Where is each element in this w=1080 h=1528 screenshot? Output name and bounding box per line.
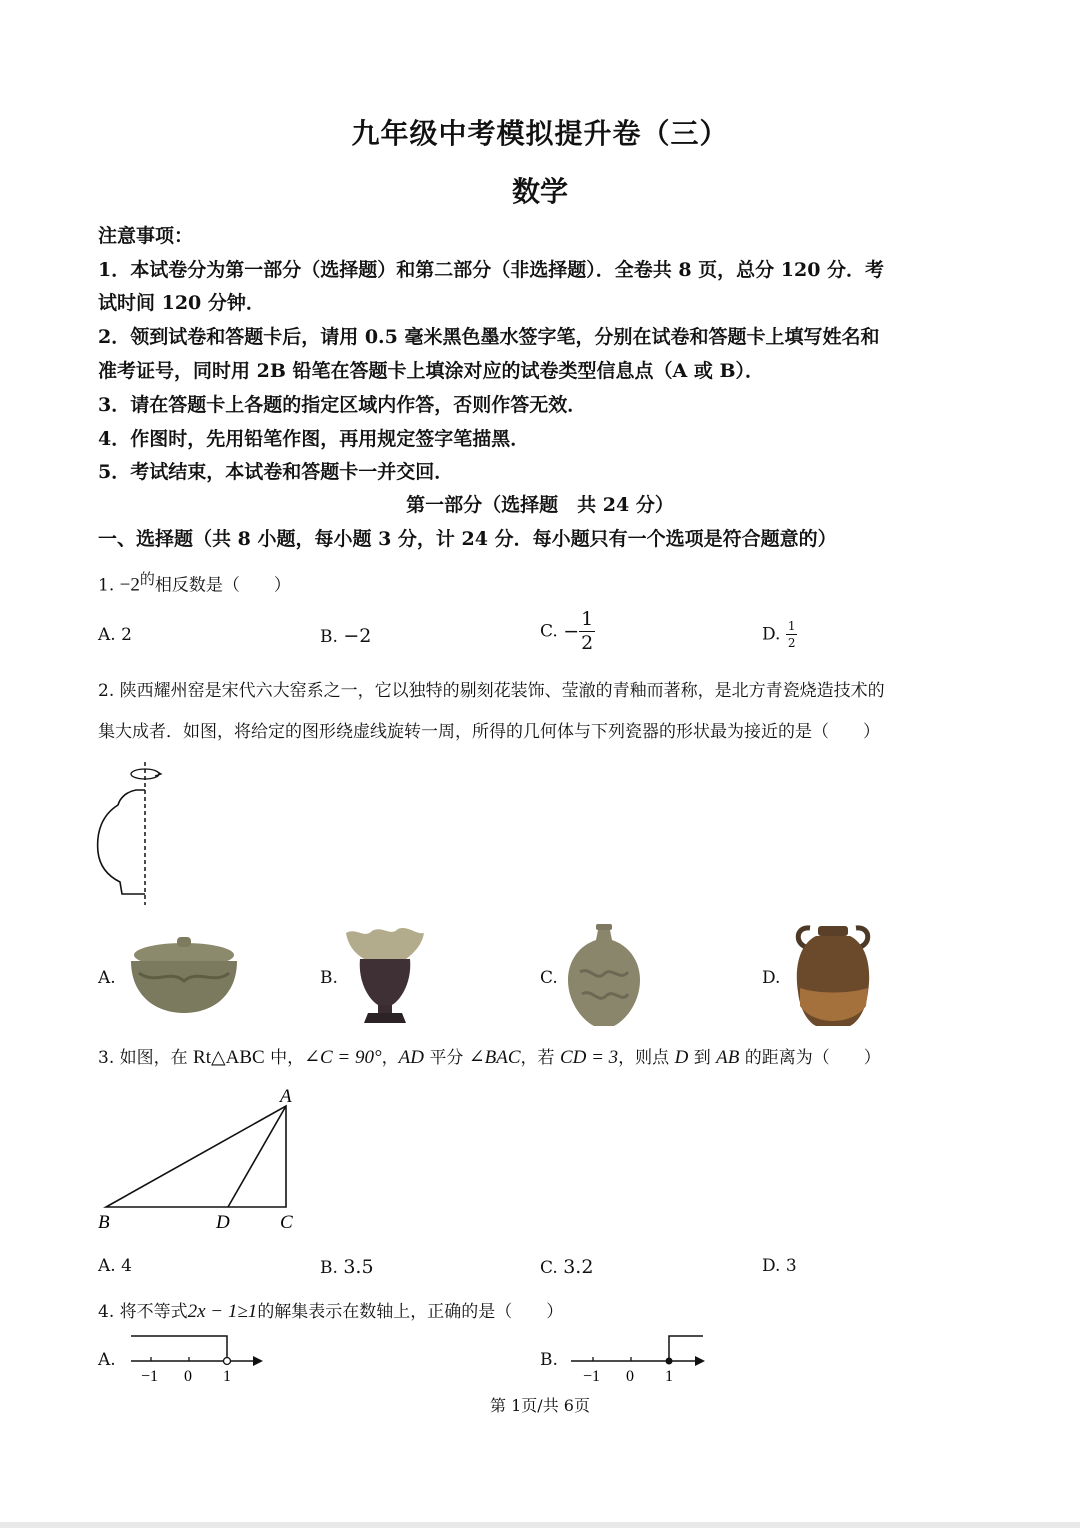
arrow-right-icon <box>695 1356 705 1366</box>
point-b-label: B <box>98 1212 110 1233</box>
profile-curve <box>98 790 145 894</box>
rotation-figure <box>90 760 180 910</box>
q3-option-b: B. 3.5 <box>320 1256 374 1278</box>
note-line: 2．领到试卷和答题卡后，请用 0.5 毫米黑色墨水签字笔，分别在试卷和答题卡上填写姓名和 <box>98 326 880 348</box>
note-line: 4．作图时，先用铅笔作图，再用规定签字笔描黑． <box>98 428 530 450</box>
tick-label: −1 <box>583 1368 601 1385</box>
exam-title: 九年级中考模拟提升卷（三） <box>351 117 729 150</box>
q1-option-c: C. − $\frac{1}{2}$ <box>540 608 594 654</box>
note-line: 试时间 120 分钟． <box>98 292 265 314</box>
note-line: 准考证号，同时用 2B 铅笔在答题卡上填涂对应的试卷类型信息点（A 或 B）． <box>98 360 765 382</box>
tick-label: 0 <box>626 1368 634 1385</box>
question-1: 1. $-2^的$相反数是（ ） <box>98 570 291 596</box>
tick-label: −1 <box>141 1368 159 1385</box>
solution-ray <box>131 1336 227 1357</box>
subject-title: 数学 <box>511 175 568 208</box>
arrow-right-icon <box>253 1356 263 1366</box>
bottom-divider <box>0 1522 1080 1528</box>
meiping-vase-image <box>566 922 642 1028</box>
question-2-line2: 集大成者．如图，将给定的图形绕虚线旋转一周，所得的几何体与下列瓷器的形状最为接近的是（ ） <box>98 722 880 742</box>
note-line: 5．考试结束，本试卷和答题卡一并交回． <box>98 461 454 483</box>
q3-option-d: D. 3 <box>762 1256 797 1276</box>
q3-option-a: A. 4 <box>98 1256 132 1276</box>
q4-number-line-a <box>125 1328 270 1386</box>
question-2-line1: 2. 陕西耀州窑是宋代六大窑系之一，它以独特的剔刻花装饰、莹澈的青釉而著称，是北方青瓷烧造技术的 <box>98 681 885 701</box>
bisector-ad <box>228 1106 286 1207</box>
page-footer: 第 1页/共 6页 <box>490 1396 590 1415</box>
triangle-figure <box>90 1080 320 1240</box>
point-c-label: C <box>280 1212 293 1233</box>
question-4: 4. 将不等式2x − 1≥1的解集表示在数轴上，正确的是（ ） <box>98 1301 564 1322</box>
notes-heading: 注意事项： <box>98 225 194 247</box>
q1-option-a: A. 2 <box>98 625 132 645</box>
tick-label: 1 <box>665 1368 673 1385</box>
tick-label: 0 <box>184 1368 192 1385</box>
section-heading: 一、选择题（共 8 小题，每小题 3 分，计 24 分．每小题只有一个选项是符合题意的） <box>98 528 837 550</box>
note-line: 3．请在答题卡上各题的指定区域内作答，否则作答无效． <box>98 394 587 416</box>
q4-number-line-b <box>565 1328 715 1386</box>
q3-option-c: C. 3.2 <box>540 1256 594 1278</box>
tick-label: 1 <box>223 1368 231 1385</box>
q2-option-d-label: D. <box>762 968 781 988</box>
point-d-label: D <box>216 1212 230 1233</box>
open-point <box>224 1358 231 1365</box>
q4-option-a-label: A. <box>98 1350 116 1370</box>
q2-option-c-label: C. <box>540 968 558 988</box>
solid-point <box>666 1358 673 1365</box>
cup-vase-image <box>342 925 427 1025</box>
q2-option-a-label: A. <box>98 968 116 988</box>
handled-jar-image <box>788 922 878 1028</box>
triangle-abc <box>106 1106 286 1207</box>
question-3: 3. 如图，在 Rt△ABC 中，∠C = 90°，AD 平分 ∠BAC，若 CD = 3，则点 D 到 AB 的距离为（ ） <box>98 1047 881 1068</box>
q1-option-d: D. $\frac{1}{2}$ <box>762 619 796 650</box>
q1-option-b: B. −2 <box>320 625 372 647</box>
bowl-with-lid-image <box>125 935 243 1015</box>
solution-ray <box>669 1336 703 1361</box>
q2-option-b-label: B. <box>320 968 338 988</box>
note-line: 1．本试卷分为第一部分（选择题）和第二部分（非选择题）．全卷共 8 页，总分 120 分．考 <box>98 259 885 281</box>
q4-option-b-label: B. <box>540 1350 558 1370</box>
part1-heading: 第一部分（选择题 共 24 分） <box>406 494 674 516</box>
point-a-label: A <box>280 1086 292 1107</box>
